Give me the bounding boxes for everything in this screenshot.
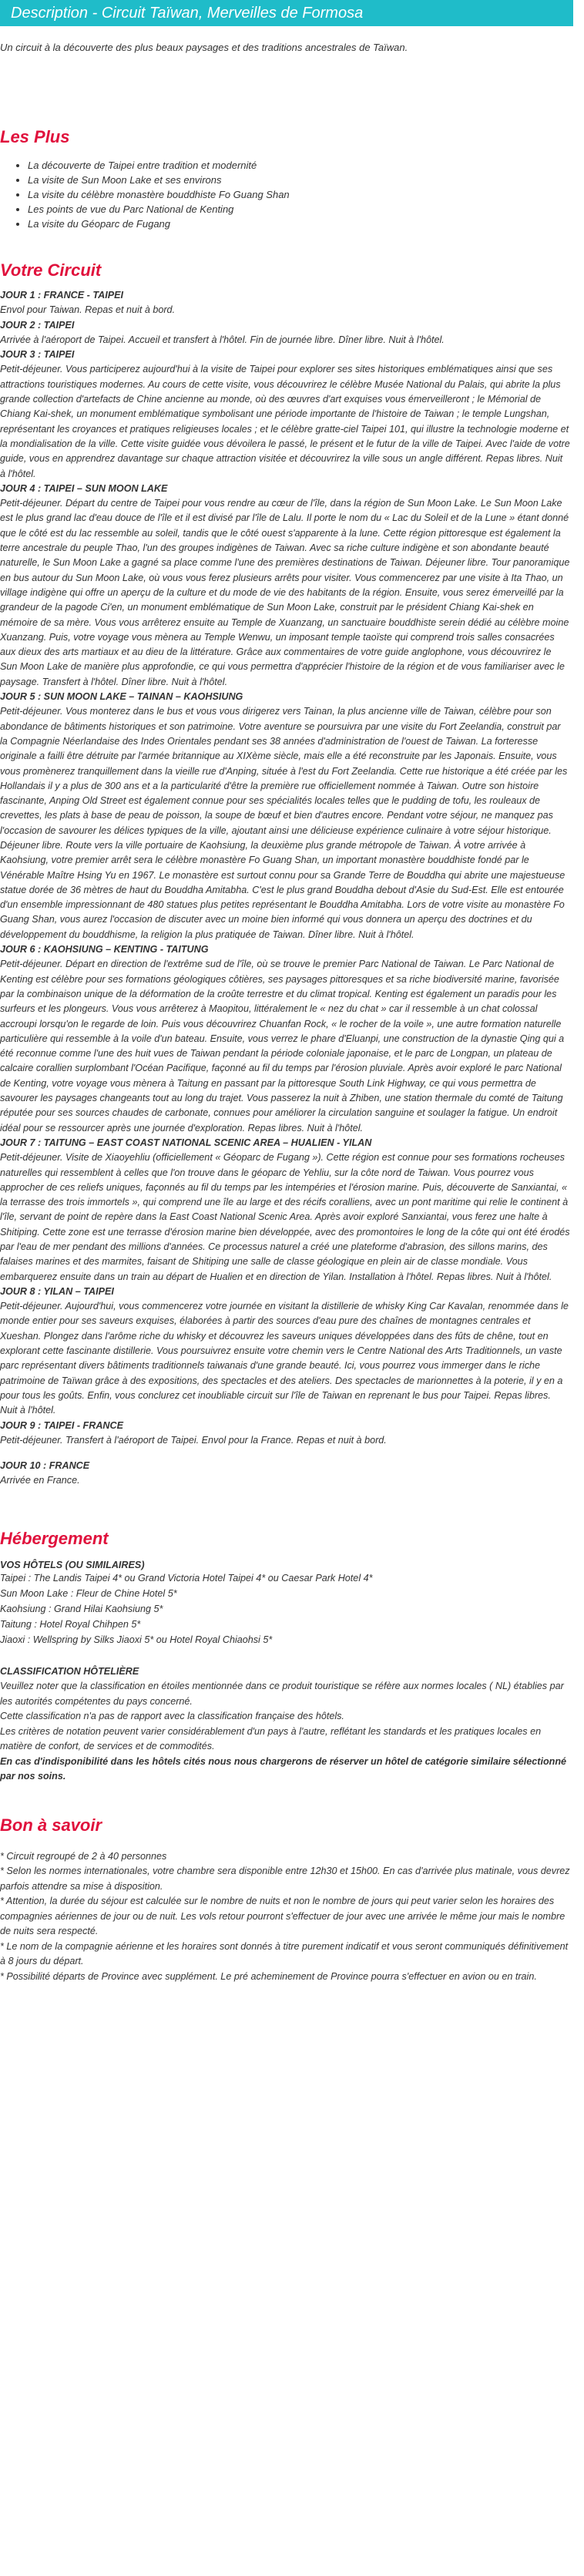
note-line: * Selon les normes internationales, votre chambre sera disponible entre 12h30 et 15h00. En cas d'arrivée plus matinale, vous devrez parfois attendre sa mise à disposition. bbox=[0, 1866, 570, 1892]
day-block bbox=[0, 1459, 570, 1489]
bon-a-savoir-notes bbox=[0, 1849, 573, 1985]
day-heading: JOUR 2 : TAIPEI bbox=[0, 319, 75, 331]
day-block bbox=[0, 942, 570, 1136]
day-description: Arrivée à l'aéroport de Taipei. Accueil et transfert à l'hôtel. Fin de journée libre. Dîner libre. Nuit à l'hôtel. bbox=[0, 334, 445, 345]
day-heading: JOUR 8 : YILAN – TAIPEI bbox=[0, 1285, 114, 1297]
plus-title: Les Plus bbox=[0, 127, 70, 146]
list-item: • La visite de Sun Moon Lake et ses environs bbox=[28, 173, 573, 187]
hotels-subtitle: VOS HÔTELS (OU SIMILAIRES) bbox=[0, 1559, 145, 1570]
day-block bbox=[0, 690, 570, 942]
hotel-line: Jiaoxi : Wellspring by Silks Jiaoxi 5* ou Hotel Royal Chiaohsi 5* bbox=[0, 1634, 273, 1645]
day-heading: JOUR 1 : FRANCE - TAIPEI bbox=[0, 290, 123, 301]
bon-a-savoir-title: Bon à savoir bbox=[0, 1815, 102, 1835]
circuit-title: Votre Circuit bbox=[0, 260, 102, 280]
hotel-line: Kaohsiung : Grand Hilai Kaohsiung 5* bbox=[0, 1603, 163, 1614]
day-description: Petit-déjeuner. Départ en direction de l'extrême sud de l'île, où se trouve le premier Parc National de Taiwan. Le Parc National de Kenting est célèbre pour ses formations géologiques côtières, ses paysages pittoresques et sa riche biodiversité marine, favorisée par la combinaison unique de la déformation de la croûte terrestre et du climat tropical. Kenting est également un paradis pour les surfeurs et les plongeurs. Vous vous arrêterez à Maopitou, littéralement le « nez du chat » car il ressemble à un chat colossal accroupi lorsqu'on le regarde de loin. Puis vous découvrirez Chuanfan Rock, « le rocher de la voile », une autre formation naturelle particulière qui ressemble à la voile d'un bateau. Ensuite, vous verrez le phare d'Eluanpi, une construction de la dynastie Qing qui a été reconnue comme l'une des huit vues de Taiwan pendant la période coloniale japonaise, et le parc de Longpan, un plateau de calcaire corallien surplombant l'Océan Pacifique, façonné au fil du temps par l'érosion pluviale. Après avoir exploré le parc National de Kenting, votre voyage vous mènera à Taitung en passant par la pittoresque South Link Highway, ce qui vous permettra de savourer les paysages changeants tout au long du trajet. Vous passerez la nuit à Zhiben, une station thermale du comté de Taitung réputée pour ses sources chaudes de carbonate, connues pour améliorer la circulation sanguine et soulager la fatigue. Un endroit idéal pour se ressourcer après une journée d'exploration. Repas libres. Nuit à l'hôtel. bbox=[0, 959, 565, 1134]
note-line: * Circuit regroupé de 2 à 40 personnes bbox=[0, 1850, 167, 1862]
list-item: • La visite du célèbre monastère bouddhiste Fo Guang Shan bbox=[28, 187, 573, 202]
classification-title: CLASSIFICATION HÔTELIÈRE bbox=[0, 1665, 139, 1677]
day-block bbox=[0, 1285, 570, 1419]
hebergement-title: Hébergement bbox=[0, 1528, 109, 1548]
hotel-line: Taitung : Hotel Royal Chihpen 5* bbox=[0, 1618, 141, 1630]
day-description: Arrivée en France. bbox=[0, 1475, 80, 1486]
day-block bbox=[0, 318, 570, 348]
day-heading: JOUR 10 : FRANCE bbox=[0, 1460, 90, 1472]
day-heading: JOUR 9 : TAIPEI - FRANCE bbox=[0, 1419, 123, 1431]
day-block bbox=[0, 482, 570, 690]
day-heading: JOUR 3 : TAIPEI bbox=[0, 349, 75, 361]
list-item: • La visite du Géoparc de Fugang bbox=[28, 217, 573, 231]
plus-list bbox=[0, 158, 573, 231]
classification-line: Veuillez noter que la classification en étoiles mentionnée dans ce produit touristique se réfère aux normes locales ( NL) établies par les autorités compétentes du pays concerné. bbox=[0, 1681, 564, 1707]
note-line: * Le nom de la compagnie aérienne et les horaires sont donnés à titre purement indicatif et vous seront communiqués définitivement à 8 jours du départ. bbox=[0, 1940, 569, 1967]
day-block bbox=[0, 1136, 570, 1285]
day-description: Envol pour Taiwan. Repas et nuit à bord. bbox=[0, 304, 176, 316]
day-block bbox=[0, 348, 570, 482]
intro-text: Un circuit à la découverte des plus beaux paysages et des traditions ancestrales de Taïwan. bbox=[0, 42, 408, 53]
list-item: • Les points de vue du Parc National de Kenting bbox=[28, 202, 573, 217]
hotel-line: Sun Moon Lake : Fleur de Chine Hotel 5* bbox=[0, 1587, 177, 1599]
day-description: Petit-déjeuner. Aujourd'hui, vous commencerez votre journée en visitant la distillerie de whisky King Car Kavalan, renommée dans le monde entier pour ses saveurs exquises, élaborées à partir des sources d'eau pure des chaînes de montagnes centrales et Xueshan. Plongez dans l'arôme riche du whisky et découvrez les saveurs uniques développées dans des fûts de chêne, tout en explorant cette fascinante distillerie. Vous poursuivrez ensuite votre chemin vers le Centre National des Arts Traditionnels, un vaste parc représentant divers bâtiments traditionnels taiwanais d'une grande beauté. Ici, vous pourrez vous immerger dans le riche patrimoine de Taïwan grâce à des expositions, des spectacles et des ateliers. Des spectacles de marionnettes à la poterie, il y en a pour tous les goûts. Enfin, vous conclurez cet inoubliable circuit sur l'île de Taiwan en reprenant le bus pour Taipei. Repas libres. Nuit à l'hôtel. bbox=[0, 1301, 569, 1416]
classification-block bbox=[0, 1664, 573, 1785]
day-description: Petit-déjeuner. Vous monterez dans le bus et vous vous dirigerez vers Tainan, la plus ancienne ville de Taiwan, célèbre pour son abondance de bâtiments historiques et son patrimoine. Votre aventure se poursuivra par une visite du Fort Zeelandia, construit par la Compagnie Néerlandaise des Indes Orientales pendant ses 38 années d'administration de l'ouest de Taiwan. La forteresse originale a failli être détruite par l'armée britannique au XIXème siècle, mais elle a été reconstruite par les Japonais. Ensuite, vous vous promènerez tranquillement dans la vieille rue d'Anping, située à l'est du Fort Zeelandia. Cette rue historique a été créée par les Hollandais il y a plus de 300 ans et a la particularité d'être la première rue officiellement nommée à Taiwan. Outre son histoire fascinante, Anping Old Street est également connue pour ses spécialités locales telles que le pudding de tofu, les rouleaux de crevettes, les plats à base de peau de poisson, la soupe de bœuf et bien d'autres encore. Pendant votre séjour, ne manquez pas l'occasion de savourer les délices typiques de la ville, ajoutant ainsi une délicieuse expérience culinaire à votre séjour historique. Déjeuner libre. Route vers la ville portuaire de Kaohsiung, la deuxième plus grande métropole de Taiwan. À votre arrivée à Kaohsiung, votre premier arrêt sera le célèbre monastère Fo Guang Shan, un important monastère bouddhiste fondé par le Vénérable Maître Hsing Yu en 1967. Le monastère est surtout connu pour sa Grande Terre de Bouddha qui abrite une majestueuse statue dorée de 36 mètres de haut du Bouddha Amitabha. C'est le plus grand Bouddha debout d'Asie du Sud-Est. Elle est entourée d'un ensemble impressionnant de 480 statues plus petites représentant le Bouddha Amitabha. Lors de votre visite au monastère Fo Guang Shan, vous aurez l'occasion de discuter avec un moine bien informé qui vous donnera un aperçu des doctrines et du développement du bouddhisme, la religion la plus pratiquée de Taiwan. Dîner libre. Nuit à l'hôtel. bbox=[0, 706, 568, 940]
day-heading: JOUR 7 : TAITUNG – EAST COAST NATIONAL SCENIC AREA – HUALIEN - YILAN bbox=[0, 1137, 372, 1148]
hotel-line: Taipei : The Landis Taipei 4* ou Grand Victoria Hotel Taipei 4* ou Caesar Park Hotel 4* bbox=[0, 1572, 373, 1584]
day-heading: JOUR 4 : TAIPEI – SUN MOON LAKE bbox=[0, 482, 168, 494]
day-block bbox=[0, 288, 570, 318]
day-description: Petit-déjeuner. Visite de Xiaoyehliu (officiellement « Géoparc de Fugang »). Cette région est connue pour ses formations rocheuses naturelles qui ressemblent à celles que l'on trouve dans le géoparc de Yehliu, sur la côte nord de Taiwan. Vous pourrez vous approcher de ces reliefs uniques, façonnés au fil du temps par les intempéries et l'érosion marine. Puis, découverte de Sanxiantai, « la terrasse des trois immortels », qui comprend une île au large et des récifs coralliens, avec un pont maritime qui relie le continent à l'île, servant de point de repère dans la East Coast National Scenic Area. Après avoir exploré Sanxiantai, vous ferez une halte à Shitiping. Cette zone est une terrasse d'érosion marine bien développée, avec des promontoires le long de la côte qui ont été érodés par l'eau de mer pendant des millions d'années. Ce processus naturel a créé une plateforme d'abrasion, des sillons marins, des falaises marines et des marmites, faisant de Shitiping une salle de classe géologique en plein air de classe mondiale. Vous embarquerez ensuite dans un train au départ de Hualien et en direction de Yilan. Installation à l'hôtel. Repas libres. Nuit à l'hôtel. bbox=[0, 1152, 570, 1282]
classification-note: En cas d'indisponibilité dans les hôtels cités nous nous chargerons de réserver un hôtel de catégorie similaire sélectionné par nos soins. bbox=[0, 1755, 567, 1782]
description-header-bar bbox=[0, 0, 573, 26]
day-description: Petit-déjeuner. Départ du centre de Taipei pour vous rendre au cœur de l'île, dans la région de Sun Moon Lake. Le Sun Moon Lake est le plus grand lac d'eau douce de l'île et il est divisé par l'île de Lalu. Il porte le nom du « Lac du Soleil et de la Lune » étant donné que le côté est du lac ressemble au soleil, tandis que le côté ouest s'apparente à la lune. Cette région pittoresque est également la terre ancestrale du peuple Thao, l'un des groupes indigènes de Taiwan. Avec sa riche culture indigène et son abondante beauté naturelle, le Sun Moon Lake a gagné sa place comme l'une des premières destinations de Taiwan. Déjeuner libre. Tour panoramique en bus autour du Sun Moon Lake, où vous vous ferez plusieurs arrêts pour visiter. Vous commencerez par une visite à Ita Thao, un village indigène qui offre un aperçu de la culture et du mode de vie des habitants de la région. Ensuite, vous serez émerveillé par la grandeur de la pagode Ci'en, un monument emblématique de Sun Moon Lake, construit par le président Chiang Kai-shek en mémoire de sa mère. Vous vous arrêterez ensuite au Temple de Xuanzang, un sanctuaire bouddhiste serein dédié au célèbre moine Xuanzang. Puis, votre voyage vous mènera au Temple Wenwu, un imposant temple taoïste qui comprend trois salles consacrées aux dieux des arts martiaux et au dieu de la littérature. Grâce aux commentaires de votre guide anglophone, vous découvrirez le Sun Moon Lake de manière plus approfondie, ce qui vous permettra d'apprécier l'histoire de la région et de vous familiariser avec le paysage. Transfert à l'hôtel. Dîner libre. Nuit à l'hôtel. bbox=[0, 498, 570, 687]
list-item: • La découverte de Taipei entre tradition et modernité bbox=[28, 158, 573, 173]
day-heading: JOUR 6 : KAOHSIUNG – KENTING - TAITUNG bbox=[0, 944, 209, 956]
note-line: * Attention, la durée du séjour est calculée sur le nombre de nuits et non le nombre de jours qui peut varier selon les horaires des compagnies aériennes de jour ou de nuit. Les vols retour pourront s'effectuer de jour avec une arrivée le même jour mais le nombre de nuits sera respecté. bbox=[0, 1896, 566, 1937]
day-heading: JOUR 5 : SUN MOON LAKE – TAINAN – KAOHSIUNG bbox=[0, 691, 243, 703]
classification-line: Cette classification n'a pas de rapport avec la classification française des hôtels. bbox=[0, 1711, 344, 1722]
classification-line: Les critères de notation peuvent varier considérablement d'un pays à l'autre, reflétant les standards et les pratiques locales en matière de confort, de services et de commodités. bbox=[0, 1725, 542, 1752]
day-description: Petit-déjeuner. Vous participerez aujourd'hui à la visite de Taipei pour explorer ses sites historiques emblématiques ainsi que ses attractions touristiques modernes. Au cours de cette visite, vous découvrirez le célèbre Musée National du Palais, qui abrite la plus grande collection d'artefacts de Chine ancienne au monde, où des œuvres d'art exquises vous émerveilleront ; le Mémorial de Chiang Kai-shek, un monument emblématique symbolisant une période importante de l'histoire de Taiwan ; le temple Lungshan, représentant les croyances et pratiques religieuses locales ; et le célèbre gratte-ciel Taipei 101, qui illustre la technologie moderne et la mondialisation de la ville. Cette visite guidée vous dévoilera le passé, le présent et le futur de la ville de Taipei. Avec l'aide de votre guide, vous en apprendrez davantage sur chaque attraction visitée et découvrirez la ville sous un angle différent. Repas libres. Nuit à l'hôtel. bbox=[0, 364, 570, 479]
note-line: * Possibilité départs de Province avec supplément. Le pré acheminement de Province pourra s'effectuer en avion ou en train. bbox=[0, 1970, 537, 1982]
day-block bbox=[0, 1419, 570, 1449]
day-description: Petit-déjeuner. Transfert à l'aéroport de Taipei. Envol pour la France. Repas et nuit à bord. bbox=[0, 1434, 387, 1446]
page-title: Description - Circuit Taïwan, Merveilles de Formosa bbox=[11, 4, 364, 22]
